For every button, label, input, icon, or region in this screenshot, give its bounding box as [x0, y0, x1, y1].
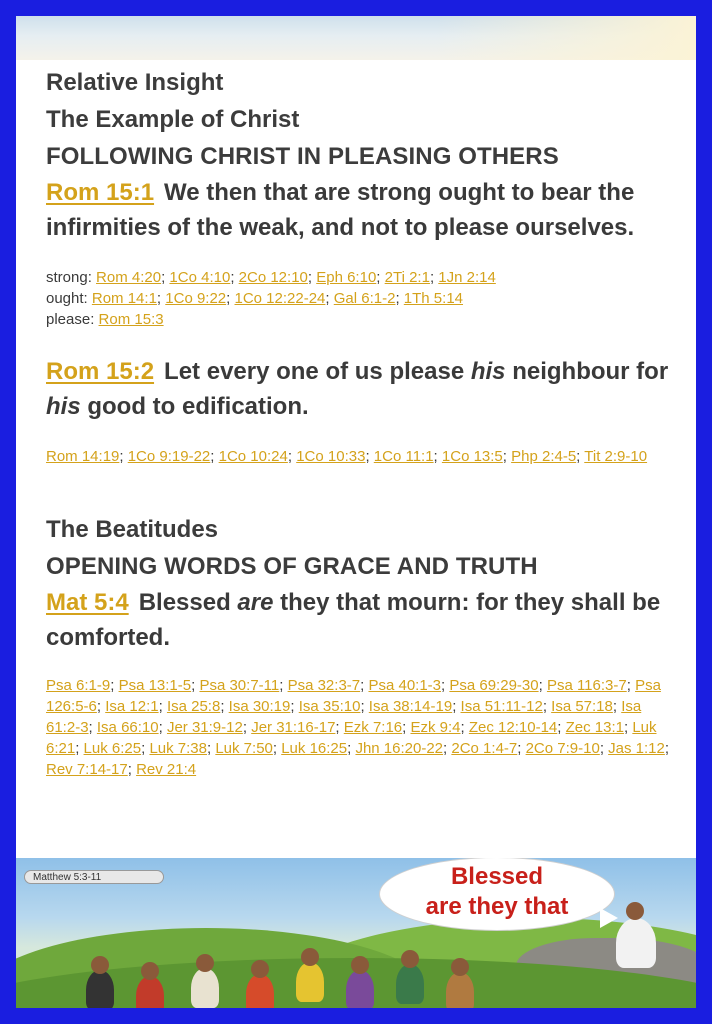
cross-reference-link[interactable]: 1Co 12:22-24 [234, 290, 326, 307]
separator: ; [360, 677, 369, 694]
cross-reference-link[interactable]: Rev 7:14-17 [46, 761, 128, 778]
separator: ; [127, 761, 137, 778]
verse-text: they that mourn: for they shall be comforted. [46, 589, 661, 651]
cross-references-mat-5-4 [46, 675, 676, 780]
separator: ; [287, 448, 297, 465]
cross-reference-link[interactable]: Isa 30:19 [228, 698, 291, 715]
cross-references-rom-15-2 [46, 446, 676, 467]
verse-text: We then that are strong ought to bear the infirmities of the weak, and not to please ourselves. [46, 179, 635, 241]
separator: ; [347, 740, 356, 757]
cross-reference-link[interactable]: Isa 51:11-12 [460, 698, 543, 715]
separator: ; [517, 740, 526, 757]
separator: ; [96, 698, 106, 715]
cross-reference-link[interactable]: 1Th 5:14 [403, 290, 464, 307]
cross-reference-link[interactable]: Ezk 9:4 [410, 719, 461, 736]
cross-reference-link[interactable]: 2Ti 2:1 [384, 269, 430, 286]
sky-header-image [16, 16, 696, 60]
cross-reference-link[interactable]: Psa 13:1-5 [118, 677, 192, 694]
cross-reference-link[interactable]: Luk 6:21 [46, 719, 657, 757]
cross-reference-link[interactable]: Ezk 7:16 [343, 719, 403, 736]
bubble-line: are they that [425, 893, 569, 920]
scripture-tag: Matthew 5:3-11 [24, 870, 164, 884]
cross-reference-link[interactable]: Gal 6:1-2 [333, 290, 396, 307]
cross-reference-row [46, 309, 676, 330]
verse-text: good to edification. [80, 393, 309, 420]
cross-reference-link[interactable]: 1Co 9:19-22 [127, 448, 211, 465]
verse-text: Let every one of us please [164, 358, 471, 385]
cross-reference-link[interactable]: Rom 14:1 [91, 290, 157, 307]
page-frame [16, 16, 696, 1008]
cross-reference-link[interactable]: 1Co 10:24 [218, 448, 288, 465]
speech-bubble [380, 858, 614, 930]
cross-reference-link[interactable]: Rev 21:4 [136, 761, 197, 778]
separator: ; [538, 677, 547, 694]
separator: ; [360, 698, 369, 715]
verse-ref-link[interactable]: Rom 15:2 [46, 358, 155, 385]
separator: ; [576, 448, 585, 465]
separator: ; [220, 698, 229, 715]
verse-rom-15-2 [46, 354, 676, 424]
cross-reference-link[interactable]: Luk 6:25 [83, 740, 142, 757]
verse-ref-link[interactable]: Rom 15:1 [46, 179, 155, 206]
cross-reference-link[interactable]: 2Co 12:10 [238, 269, 308, 286]
separator: ; [452, 698, 461, 715]
cross-reference-link[interactable]: Psa 116:3-7 [546, 677, 627, 694]
separator: ; [191, 677, 200, 694]
verse-text-italic: his [46, 393, 81, 420]
cross-reference-link[interactable]: Php 2:4-5 [511, 448, 577, 465]
separator: ; [502, 448, 512, 465]
verse-rom-15-1 [46, 175, 676, 245]
cross-reference-link[interactable]: Isa 57:18 [551, 698, 613, 715]
section-title: The Beatitudes [46, 516, 219, 543]
cross-reference-link[interactable]: 1Co 11:1 [373, 448, 434, 465]
separator: ; [119, 448, 128, 465]
separator: ; [441, 677, 450, 694]
cross-reference-groups [46, 267, 676, 330]
cross-reference-link[interactable]: Eph 6:10 [316, 269, 377, 286]
cross-reference-link[interactable]: Isa 35:10 [298, 698, 361, 715]
separator: ; [272, 740, 282, 757]
separator: ; [626, 677, 636, 694]
separator: ; [161, 269, 170, 286]
cross-reference-link[interactable]: Jer 31:9-12 [166, 719, 243, 736]
separator: ; [460, 719, 469, 736]
separator: ; [242, 719, 252, 736]
bubble-line: Blessed [450, 863, 544, 890]
separator: ; [335, 719, 344, 736]
cross-reference-link[interactable]: 1Jn 2:14 [438, 269, 496, 286]
section-subtitle: The Example of Christ [46, 106, 300, 133]
section-title: Relative Insight [46, 69, 224, 96]
separator: ; [395, 290, 404, 307]
section-heading: OPENING WORDS OF GRACE AND TRUTH [46, 553, 538, 580]
cross-reference-link[interactable]: Psa 6:1-9 [46, 677, 111, 694]
cross-reference-link[interactable]: Psa 69:29-30 [449, 677, 539, 694]
cross-reference-link[interactable]: Zec 13:1 [565, 719, 624, 736]
separator: ; [307, 269, 317, 286]
separator: ; [156, 290, 166, 307]
content [46, 64, 676, 780]
separator: ; [429, 269, 439, 286]
separator: ; [365, 448, 374, 465]
separator: ; [290, 698, 299, 715]
cross-reference-link[interactable]: Rom 4:20 [96, 269, 162, 286]
cross-reference-row [46, 267, 676, 288]
cross-reference-link[interactable]: Luk 7:38 [149, 740, 207, 757]
cross-reference-link[interactable]: Zec 12:10-14 [468, 719, 558, 736]
cross-reference-link[interactable]: Luk 7:50 [215, 740, 273, 757]
cross-reference-link[interactable]: Isa 12:1 [105, 698, 159, 715]
cross-reference-row [46, 288, 676, 309]
cross-reference-link[interactable]: Tit 2:9-10 [584, 448, 648, 465]
cross-reference-link[interactable]: Luk 16:25 [281, 740, 348, 757]
cross-reference-link[interactable]: 1Co 9:22 [165, 290, 227, 307]
verse-text: Blessed [138, 589, 238, 616]
cross-reference-label: ought: [46, 290, 92, 307]
cross-reference-link[interactable]: Psa 126:5-6 [46, 677, 661, 715]
cross-reference-link[interactable]: Jas 1:12 [608, 740, 665, 757]
separator: ; [279, 677, 288, 694]
cross-reference-link[interactable]: 1Co 10:33 [296, 448, 366, 465]
separator: ; [612, 698, 622, 715]
cross-reference-link[interactable]: 2Co 1:4-7 [451, 740, 518, 757]
separator: ; [141, 740, 150, 757]
separator: ; [402, 719, 411, 736]
separator: ; [557, 719, 566, 736]
section-heading: FOLLOWING CHRIST IN PLEASING OTHERS [46, 143, 559, 170]
cross-reference-link[interactable]: 1Co 13:5 [441, 448, 503, 465]
cross-reference-link[interactable]: Psa 30:7-11 [199, 677, 280, 694]
cross-reference-link[interactable]: Psa 40:1-3 [368, 677, 442, 694]
cross-reference-link[interactable]: 1Co 4:10 [169, 269, 231, 286]
separator: ; [230, 269, 239, 286]
verse-ref-link[interactable]: Mat 5:4 [46, 589, 129, 616]
cross-reference-link[interactable]: 2Co 7:9-10 [525, 740, 600, 757]
cross-reference-link[interactable]: Isa 25:8 [166, 698, 221, 715]
beatitudes-illustration [16, 858, 696, 1008]
separator: ; [664, 740, 670, 757]
separator: ; [433, 448, 442, 465]
separator: ; [226, 290, 235, 307]
cross-reference-link[interactable]: Isa 61:2-3 [46, 698, 642, 736]
separator: ; [542, 698, 552, 715]
separator: ; [623, 719, 633, 736]
cross-reference-link[interactable]: Isa 38:14-19 [368, 698, 453, 715]
separator: ; [376, 269, 385, 286]
cross-reference-label: strong: [46, 269, 97, 286]
separator: ; [599, 740, 609, 757]
cross-reference-link[interactable]: Isa 66:10 [96, 719, 159, 736]
verse-text-italic: his [470, 358, 506, 385]
separator: ; [158, 698, 167, 715]
cross-reference-link[interactable]: Jer 31:16-17 [251, 719, 336, 736]
separator: ; [158, 719, 167, 736]
verse-text-italic: are [237, 589, 274, 616]
cross-reference-link[interactable]: Psa 32:3-7 [287, 677, 361, 694]
cross-reference-link[interactable]: Rom 15:3 [98, 311, 164, 328]
separator: ; [88, 719, 97, 736]
cross-reference-link[interactable]: Rom 14:19 [46, 448, 120, 465]
verse-text: neighbour for [505, 358, 669, 385]
separator: ; [206, 740, 216, 757]
separator: ; [110, 677, 119, 694]
separator: ; [75, 740, 84, 757]
separator: ; [443, 740, 452, 757]
verse-mat-5-4 [46, 585, 676, 655]
cross-reference-link[interactable]: Jhn 16:20-22 [355, 740, 444, 757]
cross-reference-label: please: [46, 311, 99, 328]
separator: ; [325, 290, 334, 307]
separator: ; [210, 448, 219, 465]
